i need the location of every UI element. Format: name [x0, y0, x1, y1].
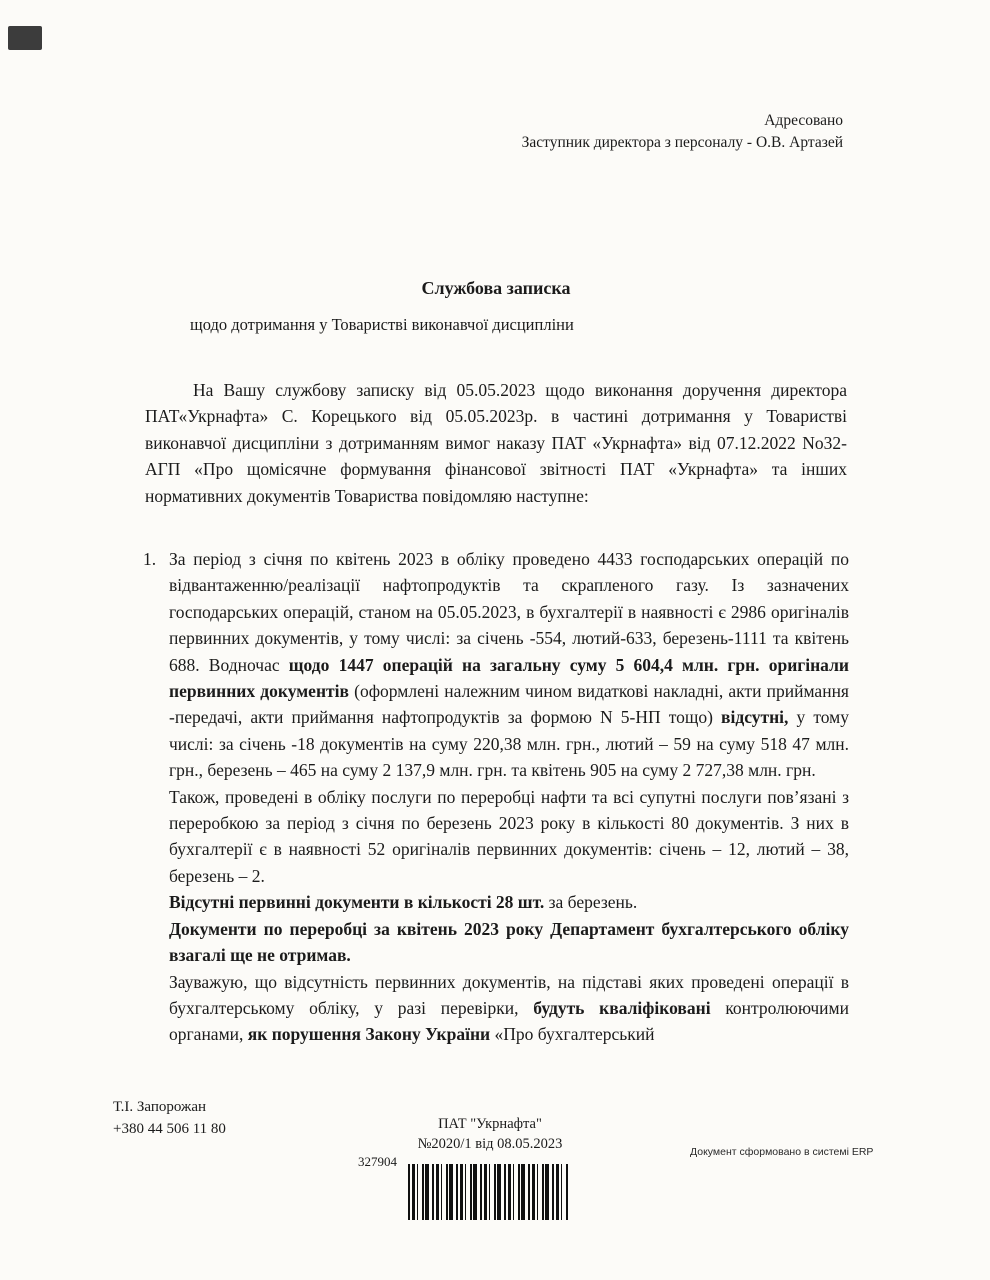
barcode-number: 327904	[358, 1154, 397, 1169]
addressee-label: Адресовано	[764, 112, 843, 129]
document-title: Службова записка	[421, 278, 571, 298]
item-number: 1.	[143, 549, 157, 569]
paragraph-services: Також, проведені в обліку послуги по переробці нафти та всі супутні послуги пов’язані з переробкою за період з січня по березень 2023 року в кількості 80 документів. З них в бухгалтерії є в наявності 52 оригіналів первинних документів: січень – 12, лютий – 38, березень – 2.	[169, 786, 849, 886]
paragraph-operations: За період з січня по квітень 2023 в обліку проведено 4433 господарських операцій по відвантаженню/реалізації нафтопродуктів та скрапленого газу. Із зазначених господарських операцій, станом на 05.05.2023, в бухгалтерії в наявності є 2986 оригіналів первинних документів, у тому числі: за січень -554, лютий-633, березень-1111 та квітень 688. Водночас щодо 1447 операцій на загальну суму 5 604,4 млн. грн. оригінали первинних документів (оформлені належним чином видаткові накладні, акти приймання -передачі, акти приймання нафтопродуктів за формою N 5-НП тощо) відсутні, у тому числі: за січень -18 документів на суму 220,38 млн. грн., лютий – 59 на суму 518 47 млн. грн., березень – 465 на суму 2 137,9 млн. грн. та квітень 905 на суму 2 727,38 млн. грн.	[169, 549, 849, 781]
addressee-recipient: Заступник директора з персоналу - О.В. Артазей	[521, 134, 843, 151]
item-text	[169, 546, 849, 1048]
document-subject: щодо дотримання у Товаристві виконавчої дисципліни	[190, 315, 574, 334]
signer-phone: +380 44 506 11 80	[113, 1121, 226, 1137]
signer-name: Т.І. Запорожан	[113, 1099, 207, 1115]
intro-paragraph: На Вашу службову записку від 05.05.2023 щодо виконання доручення директора ПАТ«Укрнафта» С. Корецького від 05.05.2023р. в частині дотримання у Товаристві виконавчої дисципліни з дотриманням вимог наказу ПАТ «Укрнафта» від 07.12.2022 No32-АГП «Про щомісячне формування фінансової звітності ПАТ «Укрнафта» та інших нормативних документів Товариства повідомляю наступне:	[145, 380, 847, 506]
paragraph-missing-docs: Відсутні первинні документи в кількості 28 шт. за березень.	[169, 892, 638, 913]
numbered-item-1	[143, 546, 849, 1048]
paragraph-april-docs: Документи по переробці за квітень 2023 року Департамент бухгалтерського обліку взагалі ще не отримав.	[169, 918, 849, 966]
paragraph-warning: Зауважую, що відсутність первинних документів, на підставі яких проведені операції в бухгалтерському обліку, у разі перевірки, будуть кваліфіковані контролюючими органами, як порушення Закону України «Про бухгалтерський	[169, 971, 849, 1045]
scan-artifact-mark	[8, 26, 42, 50]
erp-system-note: Документ сформовано в системі ERP	[690, 1146, 874, 1158]
addressee-block	[522, 110, 843, 154]
barcode	[408, 1164, 568, 1220]
document-number: №2020/1 від 08.05.2023	[417, 1136, 563, 1152]
company-name: ПАТ "Укрнафта"	[438, 1116, 542, 1132]
